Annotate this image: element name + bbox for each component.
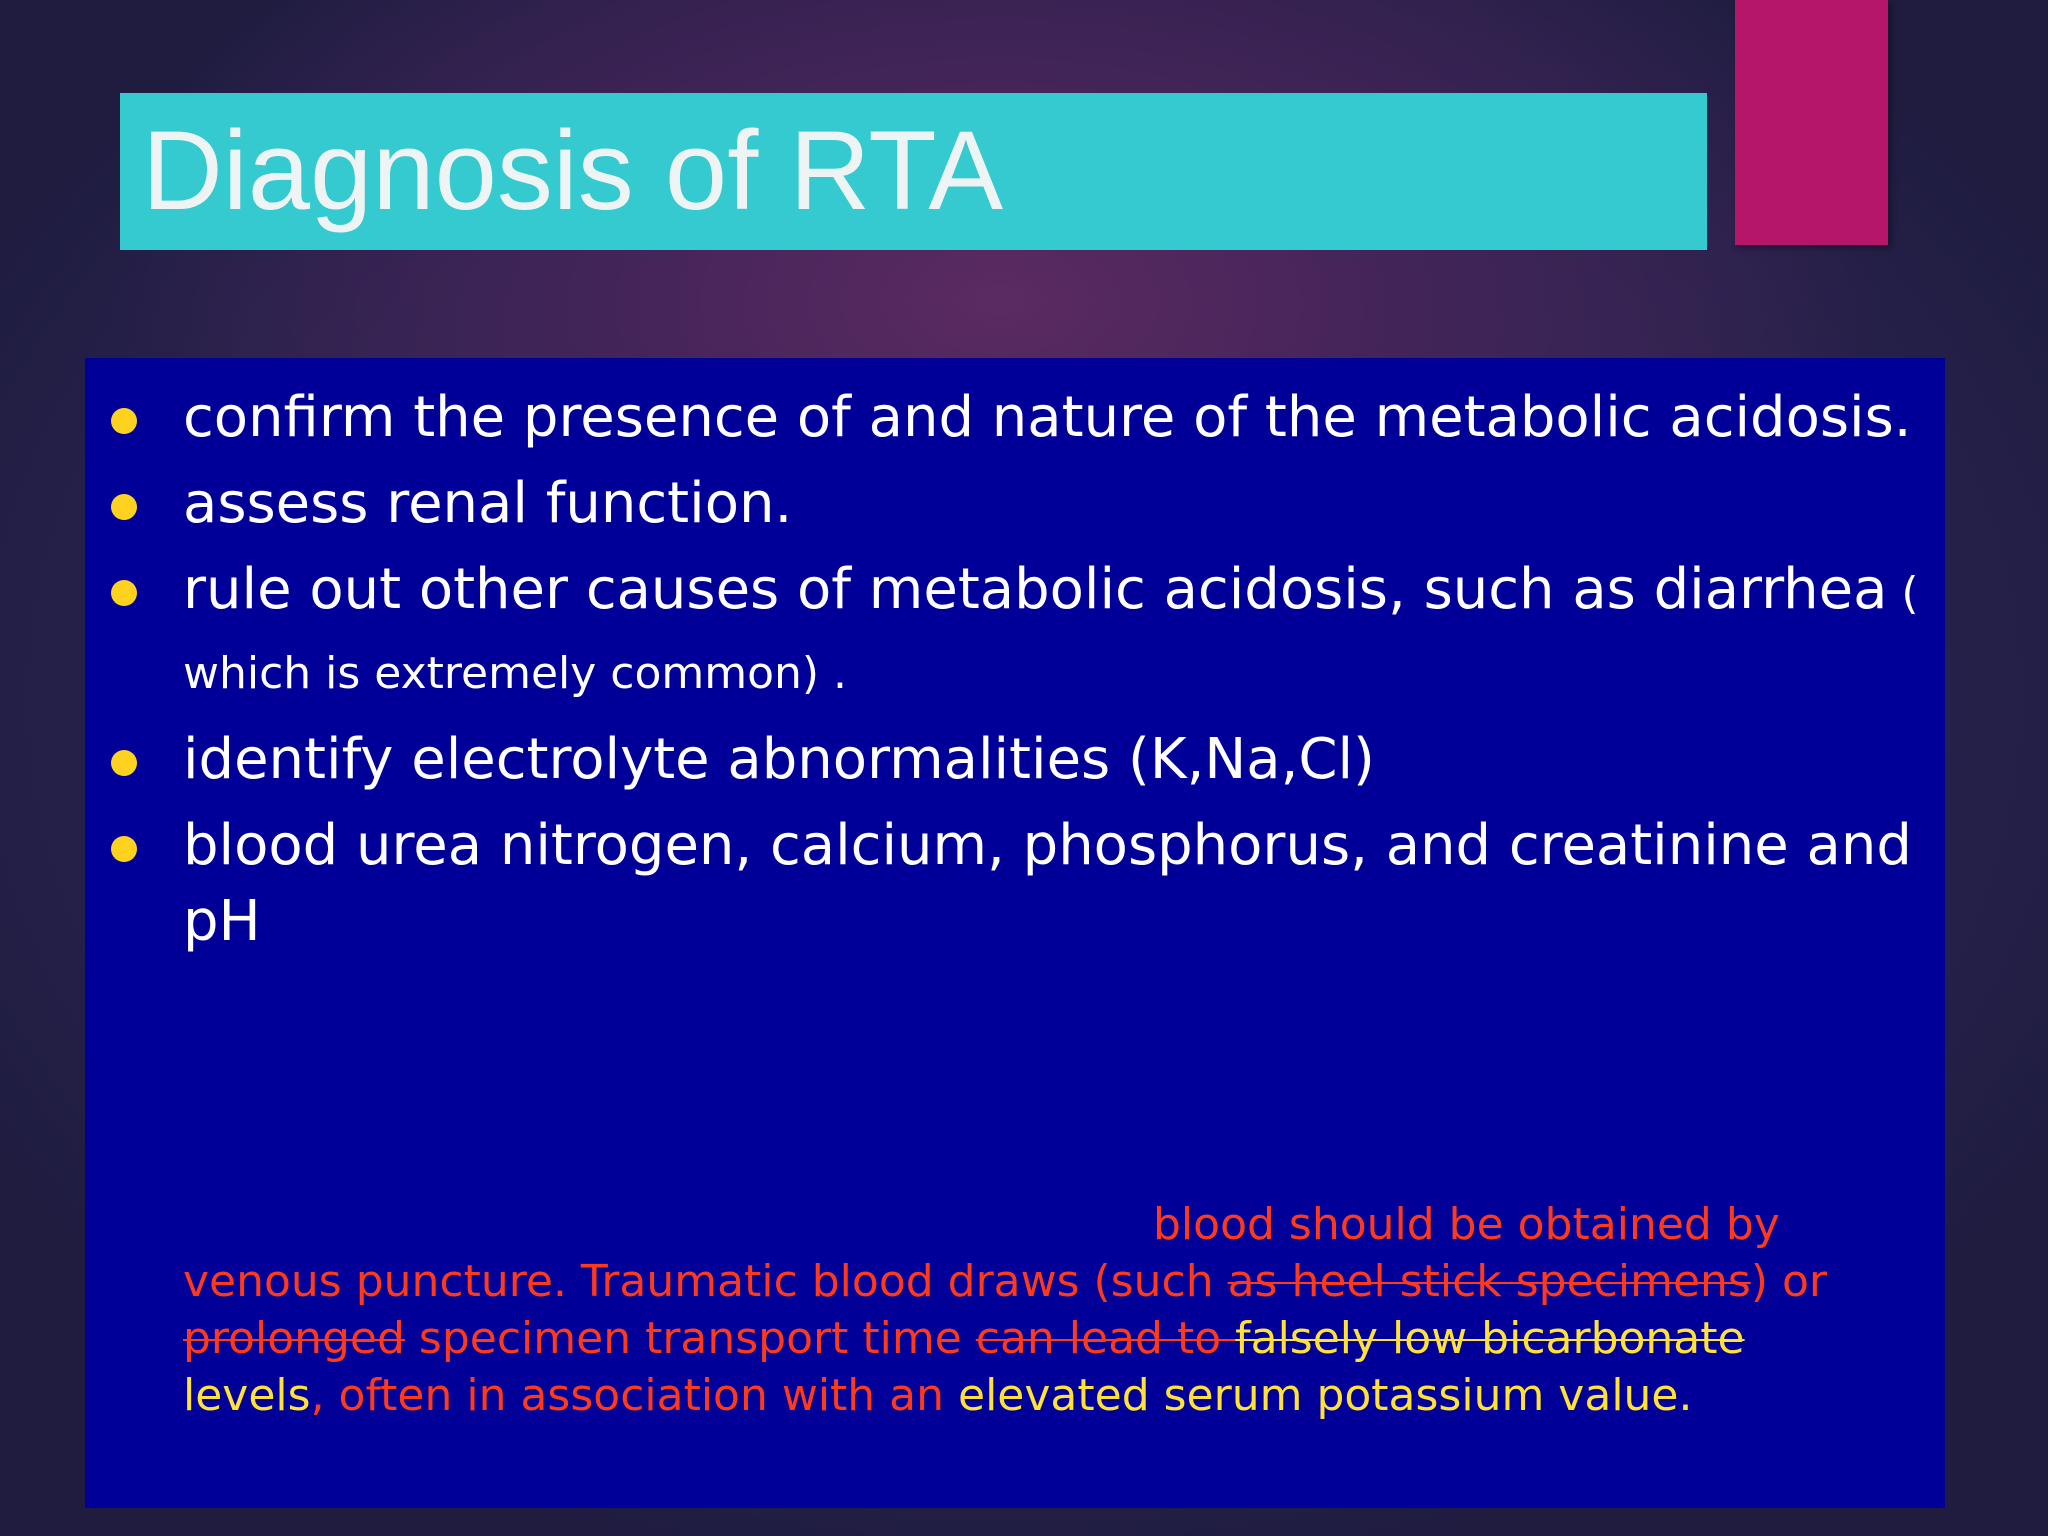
content-box	[85, 358, 1945, 1508]
note-highlight-text: falsely low bicarbonate	[1235, 1313, 1745, 1364]
bullet-dot-icon	[111, 408, 137, 434]
note-text: blood should be obtained by	[1153, 1199, 1780, 1250]
note-text: specimen transport time	[404, 1313, 976, 1364]
note-struck-text: prolonged	[183, 1313, 405, 1364]
bullet-dot-icon	[111, 836, 137, 862]
bullet-aside: ( which is extremely common) .	[183, 568, 1919, 699]
bullet-text: rule out other causes of metabolic acidosis, such as diarrhea	[183, 557, 1888, 622]
note-line	[183, 1196, 1903, 1253]
title-bar	[120, 93, 1707, 250]
note-text: venous puncture. Traumatic blood draws (such	[183, 1256, 1228, 1307]
bullet-item	[85, 466, 1945, 542]
bullet-item	[85, 380, 1945, 456]
bullet-item	[85, 722, 1945, 798]
note-struck-text: as heel stick specimens	[1227, 1256, 1751, 1307]
bullet-dot-icon	[111, 750, 137, 776]
note-text: ) or	[1750, 1256, 1828, 1307]
bullet-text: blood urea nitrogen, calcium, phosphorus, and creatinine and pH	[183, 813, 1912, 954]
bullet-dot-icon	[111, 580, 137, 606]
slide-title: Diagnosis of RTA	[142, 108, 1004, 233]
bullet-list	[85, 380, 1945, 970]
note-line	[183, 1310, 1903, 1367]
bullet-item	[85, 552, 1945, 712]
note-struck-text: can lead to	[975, 1313, 1236, 1364]
accent-block	[1735, 0, 1888, 245]
note-highlight-text: levels	[183, 1370, 311, 1421]
note-line	[183, 1253, 1903, 1310]
bullet-text: assess renal function.	[183, 471, 793, 536]
note-paragraph	[183, 1196, 1903, 1424]
bullet-text: confirm the presence of and nature of the metabolic acidosis.	[183, 385, 1912, 450]
note-line	[183, 1367, 1903, 1424]
note-text: , often in association with an	[310, 1370, 959, 1421]
bullet-text: identify electrolyte abnormalities (K,Na,Cl)	[183, 727, 1375, 792]
bullet-item	[85, 808, 1945, 960]
bullet-dot-icon	[111, 494, 137, 520]
note-highlight-text: elevated serum potassium value.	[958, 1370, 1693, 1421]
